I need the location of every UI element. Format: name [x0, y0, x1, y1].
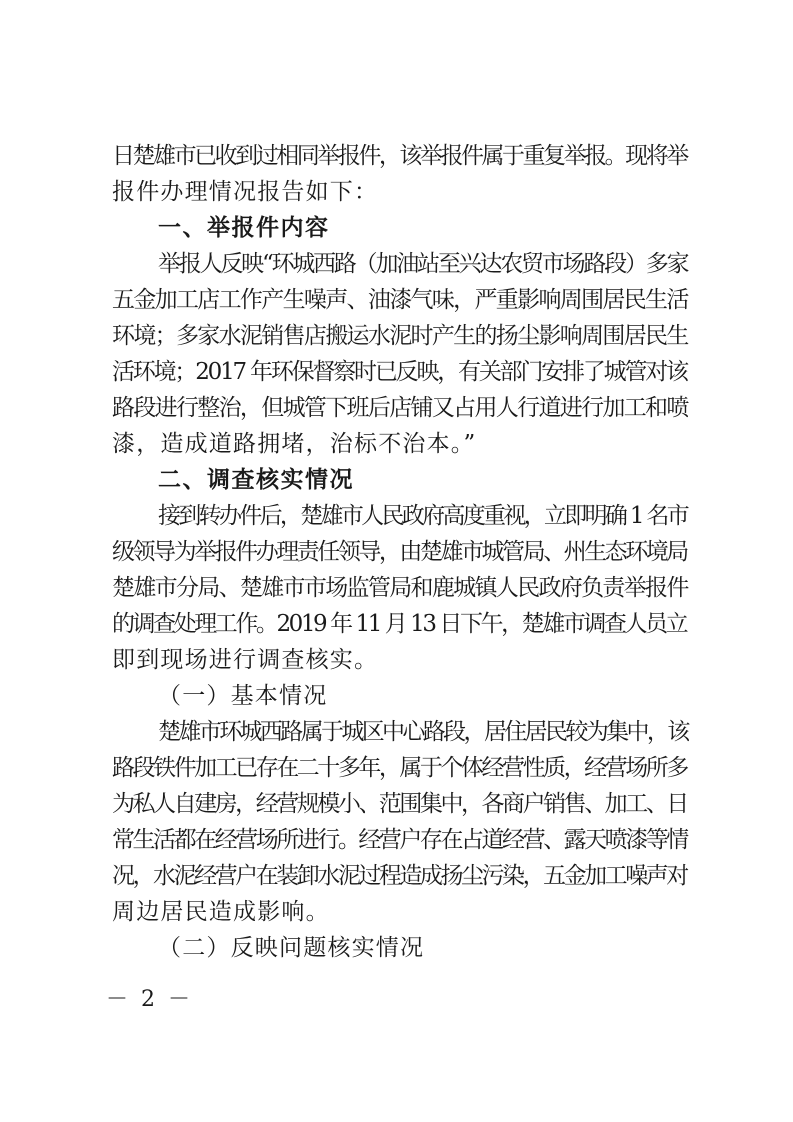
text-line: 二、调查核实情况	[158, 467, 354, 493]
text-line: 接到转办件后，楚雄市人民政府高度重视，立即明确 1 名市	[158, 503, 688, 529]
section-heading	[112, 210, 690, 246]
text-line: 楚雄市分局、楚雄市市场监管局和鹿城镇人民政府负责举报件	[112, 575, 688, 601]
paragraph	[112, 138, 690, 210]
text-line: 即到现场进行调查核实。	[112, 647, 379, 673]
text-line: 五金加工店工作产生噪声、油漆气味，严重影响周围居民生活	[112, 287, 688, 313]
text-line: 况，水泥经营户在装卸水泥过程造成扬尘污染，五金加工噪声对	[112, 863, 687, 889]
text-line: 环境；多家水泥销售店搬运水泥时产生的扬尘影响周围居民生	[112, 323, 688, 349]
paragraph	[112, 246, 690, 462]
text-line: 路段进行整治，但城管下班后店铺又占用人行道进行加工和喷	[112, 395, 688, 421]
paragraph	[112, 498, 690, 678]
document-body	[112, 138, 690, 966]
text-line: （二）反映问题核实情况	[158, 935, 425, 961]
paragraph	[112, 714, 690, 930]
section-heading	[112, 462, 690, 498]
subsection-heading	[112, 678, 690, 714]
text-line: （一）基本情况	[158, 683, 328, 709]
page-number: － 2 －	[106, 987, 193, 1012]
text-line: 常生活都在经营场所进行。经营户存在占道经营、露天喷漆等情	[112, 827, 687, 853]
text-line: 举报人反映“环城西路（加油站至兴达农贸市场路段）多家	[158, 251, 688, 277]
text-line: 周边居民造成影响。	[112, 899, 330, 925]
text-line: 报件办理情况报告如下：	[112, 179, 379, 205]
text-line: 级领导为举报件办理责任领导，由楚雄市城管局、州生态环境局	[112, 539, 687, 565]
text-line: 的调查处理工作。2019 年 11 月 13 日下午，楚雄市调查人员立	[112, 611, 687, 637]
text-line: 活环境；2017 年环保督察时已反映，有关部门安排了城管对该	[112, 359, 687, 385]
text-line: 一、举报件内容	[158, 215, 330, 241]
text-line: 日楚雄市已收到过相同举报件，该举报件属于重复举报。现将举	[112, 143, 687, 169]
text-line: 楚雄市环城西路属于城区中心路段，居住居民较为集中，该	[158, 719, 688, 745]
text-line: 漆，造成道路拥堵，治标不治本。”	[112, 431, 477, 457]
subsection-heading	[112, 930, 690, 966]
text-line: 路段铁件加工已存在二十多年，属于个体经营性质，经营场所多	[112, 755, 687, 781]
text-line: 为私人自建房，经营规模小、范围集中，各商户销售、加工、日	[112, 791, 687, 817]
